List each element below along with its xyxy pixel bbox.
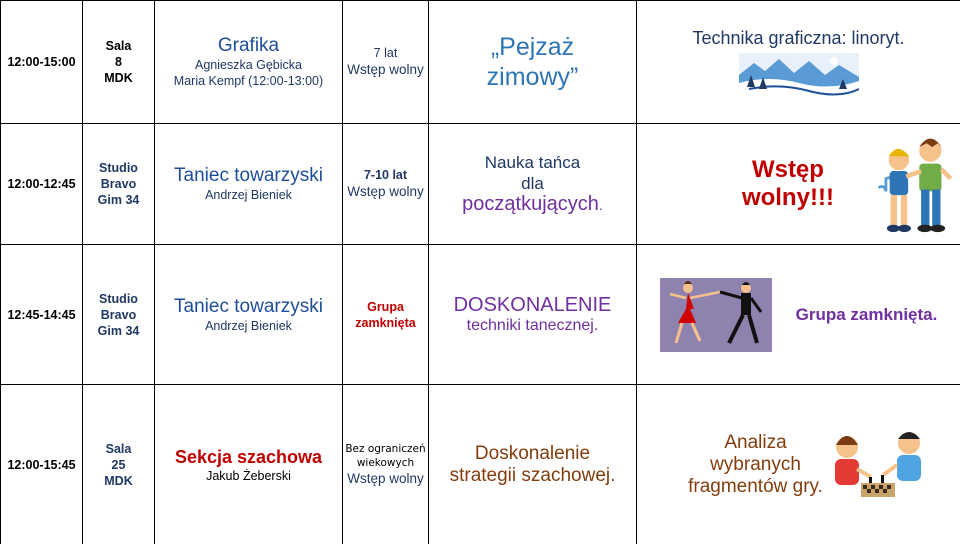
topic-line: DOSKONALENIE [453,293,612,316]
free-entry-note [639,156,867,212]
entry-info: Wstęp wolny [347,184,424,199]
room-cell [83,1,155,124]
topic-text [431,152,634,216]
schedule-row-1 [1,1,960,124]
analysis-line: wybranych [710,453,801,475]
time-range: 12:00-12:45 [7,177,76,191]
room-line: Studio [99,291,138,306]
age-cell [343,1,429,124]
topic-cell [429,1,637,124]
age-group: wiekowych [356,456,415,469]
age-group: 7-10 lat [363,168,408,182]
technique-note [639,27,958,49]
activity-title: Taniec towarzyski [174,165,323,186]
instructor-name: Andrzej Bieniek [205,188,292,202]
topic-cell [429,124,637,245]
room-line: Sala [105,39,132,53]
note-cell [637,1,960,124]
topic-line: początkujących [462,193,599,215]
instructor-name: Jakub Żeberski [206,468,291,483]
chess-players-image [829,425,925,505]
time-cell [1,1,83,124]
age-group: 7 lat [373,46,398,60]
topic-line: Doskonalenie [474,442,591,464]
status-cell [343,245,429,385]
room-line: Gim 34 [97,193,140,207]
time-range: 12:45-14:45 [7,307,76,322]
room-line: Sala [105,441,132,456]
time-range: 12:00-15:00 [7,55,76,69]
activity-cell [155,245,343,385]
activity-cell [155,1,343,124]
analysis-note [672,432,823,498]
note-wrapper [639,278,958,352]
room-line: Bravo [100,177,137,191]
room-line: 25 [111,457,126,472]
activity-title: Grafika [217,35,280,56]
instructor-name: Maria Kempf (12:00-13:00) [173,74,324,88]
instructor-name: Andrzej Bieniek [205,318,292,333]
note-wrapper [639,425,958,505]
age-cell [343,124,429,245]
topic-title: „Pejzaż zimowy” [486,33,579,91]
topic-line: strategii szachowej. [449,464,616,486]
free-entry-exclaim: !!! [809,184,834,211]
topic-line: Nauka tańca [484,153,581,172]
topic-period: . [598,197,603,213]
winter-landscape-image [739,53,859,97]
analysis-line: fragmentów gry. [688,475,823,497]
room-cell [83,245,155,385]
schedule-row-4 [1,385,960,544]
room-line: 8 [115,55,122,69]
topic-line: techniki tanecznej. [466,316,599,334]
note-wrapper [639,128,958,240]
room-line: MDK [104,71,133,85]
topic-cell [429,245,637,385]
instructor-name: Agnieszka Gębicka [194,58,302,72]
analysis-line: Analiza [724,431,787,453]
dancing-kids-image [873,128,958,240]
activity-cell [155,124,343,245]
room-line: MDK [104,473,133,488]
time-cell [1,385,83,544]
time-cell [1,124,83,245]
note-cell [637,385,960,544]
note-cell [637,124,960,245]
room-line: Gim 34 [97,323,140,338]
age-cell [343,385,429,544]
topic-line: dla [521,174,544,193]
dancing-couple-image [660,278,772,352]
schedule-row-3 [1,245,960,385]
age-group: Bez ograniczeń [345,442,426,455]
room-line: Studio [99,161,138,175]
group-status: Grupa [367,299,404,314]
activity-title: Taniec towarzyski [174,295,323,317]
note-cell [637,245,960,385]
group-status: zamknięta [355,315,416,330]
technique-note-text: Technika graficzna: linoryt. [692,28,905,48]
time-range: 12:00-15:45 [7,457,76,472]
room-cell [83,385,155,544]
free-entry-text: Wstęp wolny [741,156,824,211]
closed-group-note: Grupa zamknięta. [795,304,938,324]
schedule-row-2 [1,124,960,245]
time-cell [1,245,83,385]
topic-cell [429,385,637,544]
activity-title: Sekcja szachowa [174,446,323,467]
activity-cell [155,385,343,544]
entry-info: Wstęp wolny [347,62,424,77]
room-cell [83,124,155,245]
room-line: Bravo [100,307,137,322]
entry-info: Wstęp wolny [347,470,424,486]
